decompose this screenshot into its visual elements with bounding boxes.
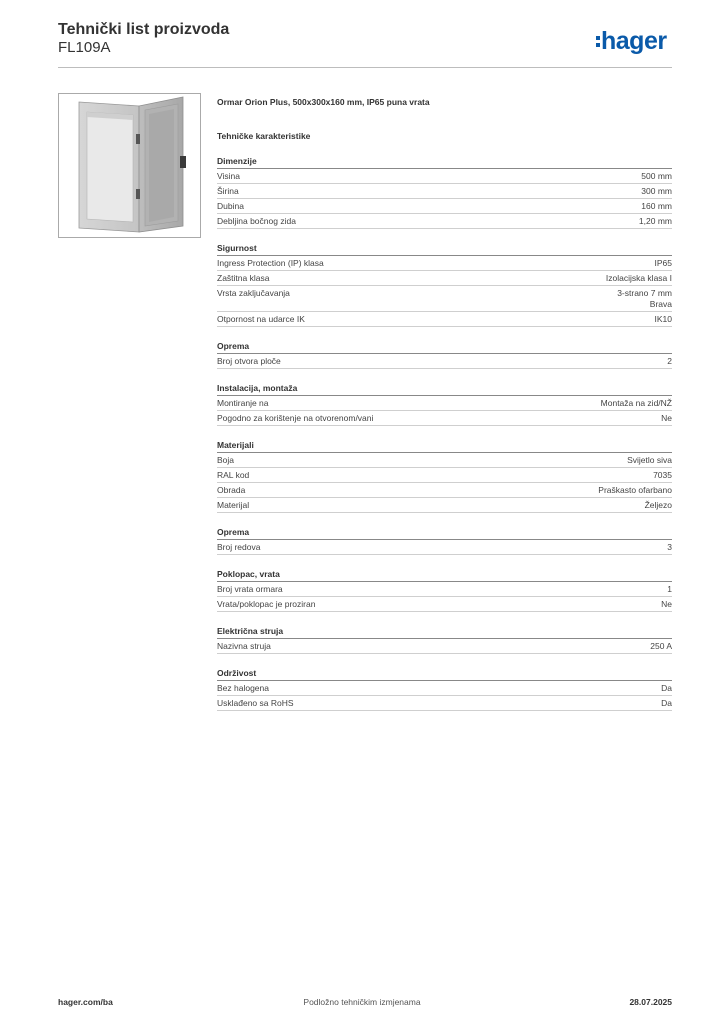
footer-date: 28.07.2025 xyxy=(629,997,672,1007)
spec-value-line: Da xyxy=(661,698,672,708)
spec-value-line: Izolacijska klasa I xyxy=(605,273,672,283)
spec-row xyxy=(217,312,672,327)
spec-label: Bez halogena xyxy=(217,683,269,693)
product-code: FL109A xyxy=(58,39,111,56)
spec-value-line: Montaža na zid/NŽ xyxy=(600,398,672,408)
spec-row xyxy=(217,256,672,271)
spec-label: Boja xyxy=(217,455,235,465)
spec-row xyxy=(217,169,672,184)
spec-row xyxy=(217,468,672,483)
spec-value-line: Željezo xyxy=(644,500,672,510)
section-title: Oprema xyxy=(217,340,672,354)
spec-value-line: Da xyxy=(661,683,672,693)
spec-value xyxy=(627,455,672,466)
spec-label: RAL kod xyxy=(217,470,250,480)
spec-value xyxy=(655,258,673,269)
spec-value-line: Ne xyxy=(661,599,672,609)
spec-row xyxy=(217,681,672,696)
spec-sections xyxy=(217,155,672,711)
spec-value xyxy=(655,314,673,325)
spec-value xyxy=(667,584,672,595)
spec-row xyxy=(217,696,672,711)
spec-value-line: IP65 xyxy=(654,258,672,268)
header-divider xyxy=(58,67,672,68)
spec-value-line: 7035 xyxy=(653,470,672,480)
spec-label: Usklađeno sa RoHS xyxy=(217,698,294,708)
spec-value-line: 1 xyxy=(667,584,672,594)
spec-label: Obrada xyxy=(217,485,246,495)
spec-label: Zaštitna klasa xyxy=(217,273,270,283)
section-title: Električna struja xyxy=(217,625,672,639)
spec-label: Vrsta zaključavanja xyxy=(217,288,290,298)
hager-logo xyxy=(596,27,667,55)
spec-value xyxy=(661,698,672,709)
spec-value xyxy=(598,485,672,496)
spec-value-line: Ne xyxy=(661,413,672,423)
spec-row xyxy=(217,286,672,312)
product-name: Ormar Orion Plus, 500x300x160 mm, IP65 puna vrata xyxy=(217,97,430,107)
footer-note: Podložno tehničkim izmjenama xyxy=(303,997,421,1007)
logo-text: hager xyxy=(601,27,667,55)
document-title: Tehnički list proizvoda xyxy=(58,21,230,38)
spec-row xyxy=(217,483,672,498)
spec-row xyxy=(217,582,672,597)
spec-label: Ingress Protection (IP) klasa xyxy=(217,258,324,268)
spec-value-line: Praškasto ofarbano xyxy=(598,485,672,495)
spec-value-line: 160 mm xyxy=(641,201,672,211)
spec-label: Broj vrata ormara xyxy=(217,584,283,594)
logo-dots-icon xyxy=(596,27,600,55)
spec-value xyxy=(667,542,672,553)
spec-label: Broj otvora ploče xyxy=(217,356,281,366)
section-title: Poklopac, vrata xyxy=(217,568,672,582)
spec-value-line: 2 xyxy=(667,356,672,366)
spec-value-line: 250 A xyxy=(650,641,672,651)
spec-value-line: Svijetlo siva xyxy=(627,455,672,465)
spec-row xyxy=(217,184,672,199)
spec-row xyxy=(217,271,672,286)
spec-value-line: Brava xyxy=(649,299,672,309)
spec-row xyxy=(217,540,672,555)
cabinet-icon xyxy=(59,94,200,237)
spec-value xyxy=(661,413,672,424)
spec-label: Vrata/poklopac je proziran xyxy=(217,599,316,609)
spec-row xyxy=(217,498,672,513)
spec-row xyxy=(217,354,672,369)
spec-value-line: 500 mm xyxy=(641,171,672,181)
spec-value xyxy=(653,470,672,481)
section-title: Sigurnost xyxy=(217,242,672,256)
spec-row xyxy=(217,597,672,612)
spec-value xyxy=(617,288,672,310)
spec-label: Nazivna struja xyxy=(217,641,271,651)
spec-value xyxy=(645,500,672,511)
spec-value-line: IK10 xyxy=(654,314,672,324)
spec-row xyxy=(217,453,672,468)
spec-value-line: 3 xyxy=(667,542,672,552)
spec-value xyxy=(667,356,672,367)
section-title: Materijali xyxy=(217,439,672,453)
product-image xyxy=(58,93,201,238)
spec-row xyxy=(217,396,672,411)
spec-value xyxy=(661,683,672,694)
spec-row xyxy=(217,639,672,654)
spec-label: Broj redova xyxy=(217,542,261,552)
spec-value xyxy=(606,273,672,284)
spec-value xyxy=(601,398,672,409)
section-title: Oprema xyxy=(217,526,672,540)
section-title: Instalacija, montaža xyxy=(217,382,672,396)
spec-value xyxy=(641,186,672,197)
spec-label: Materijal xyxy=(217,500,250,510)
spec-label: Visina xyxy=(217,171,240,181)
spec-value xyxy=(641,171,672,182)
spec-label: Pogodno za korištenje na otvorenom/vani xyxy=(217,413,374,423)
spec-value xyxy=(661,599,672,610)
characteristics-title: Tehničke karakteristike xyxy=(217,131,311,141)
footer-website: hager.com/ba xyxy=(58,997,113,1007)
spec-label: Širina xyxy=(217,186,239,196)
spec-label: Montiranje na xyxy=(217,398,269,408)
spec-value xyxy=(650,641,672,652)
spec-row xyxy=(217,199,672,214)
spec-row xyxy=(217,411,672,426)
section-title: Održivost xyxy=(217,667,672,681)
spec-label: Otpornost na udarce IK xyxy=(217,314,305,324)
spec-label: Dubina xyxy=(217,201,244,211)
spec-row xyxy=(217,214,672,229)
spec-value xyxy=(641,201,672,212)
section-title: Dimenzije xyxy=(217,155,672,169)
spec-value-line: 300 mm xyxy=(641,186,672,196)
spec-value-line: 1,20 mm xyxy=(638,216,672,226)
spec-label: Debljina bočnog zida xyxy=(217,216,296,226)
spec-value xyxy=(639,216,672,227)
specifications xyxy=(217,96,672,711)
spec-value-line: 3-strano 7 mm xyxy=(617,288,672,298)
